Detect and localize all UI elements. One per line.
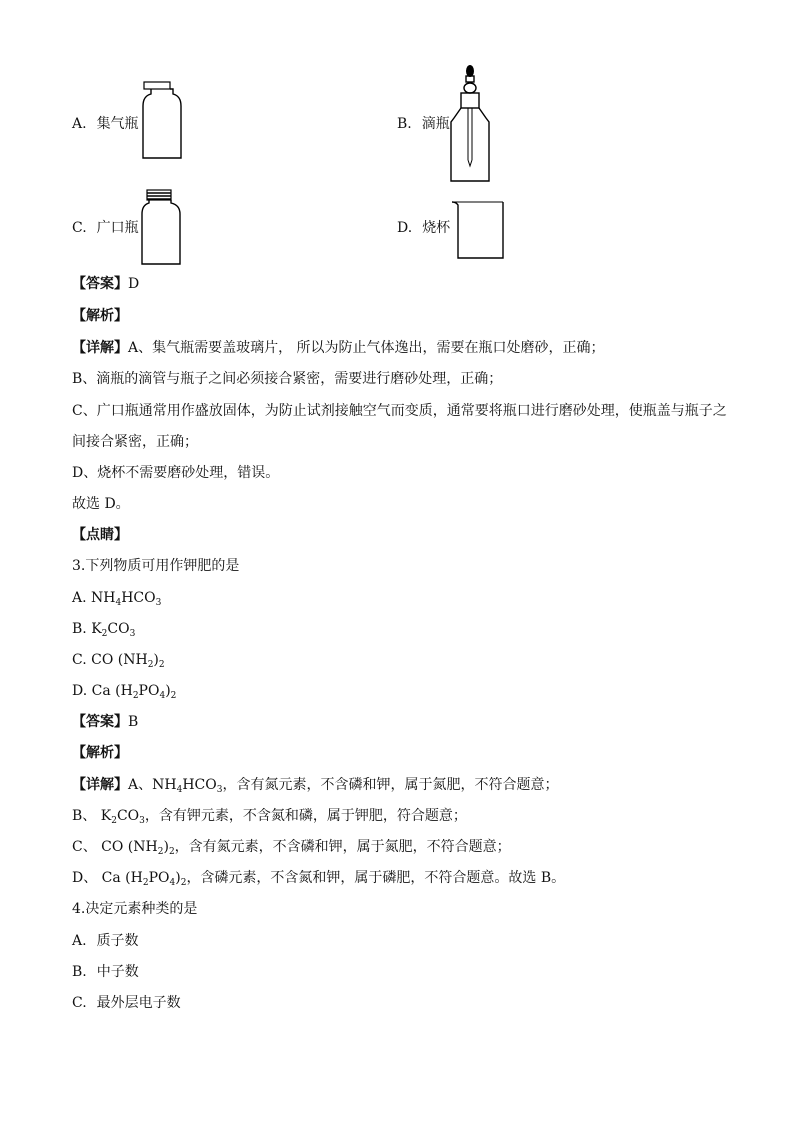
wide-mouth-bottle-figure (138, 188, 188, 268)
q2-answer (72, 275, 139, 293)
option-text: 最外层电子数 (96, 995, 181, 1011)
option-text: 集气瓶 (96, 116, 139, 132)
answer-value: D (128, 276, 140, 292)
detail-tag: 【详解】 (72, 340, 128, 356)
option-letter: A. (72, 933, 87, 949)
formula-part: PO (148, 870, 170, 886)
detail-tag: 【详解】 (72, 777, 128, 793)
formula-subscript: 3 (139, 816, 145, 826)
q3-analysis-tag: 【解析】 (72, 745, 128, 761)
formula-subscript: 2 (101, 629, 108, 639)
q2-detail-line-1 (72, 339, 605, 357)
formula-part: ) (175, 870, 181, 886)
q4-stem: 4.决定元素种类的是 (72, 901, 198, 917)
formula-part: ) (153, 652, 159, 668)
dropper-bottle-figure (446, 62, 496, 184)
q3-option-a (72, 589, 161, 612)
q2-option-c (72, 219, 139, 237)
formula-subscript: 2 (168, 847, 175, 857)
q2-analysis-tag: 【解析】 (72, 308, 128, 324)
formula-subscript: 2 (157, 847, 164, 857)
detail-text: ，含有钾元素，不含氮和磷，属于钾肥，符合题意； (144, 808, 467, 824)
formula-subscript: 3 (216, 785, 223, 795)
q3-detail-c (72, 838, 511, 861)
option-letter: B. (72, 964, 87, 980)
formula-part: B、 K (72, 808, 112, 824)
formula-subscript: 2 (180, 878, 187, 888)
option-letter: B. (397, 116, 412, 132)
option-text: 中子数 (96, 964, 139, 980)
formula-part: C. CO (NH (72, 652, 148, 668)
formula-part: ) (163, 839, 169, 855)
formula-subscript: 3 (129, 629, 136, 639)
formula-part: B. K (72, 621, 102, 637)
formula-part: PO (138, 683, 160, 699)
option-text: 烧杯 (422, 220, 451, 236)
formula-subscript: 4 (169, 878, 176, 888)
option-text: 滴瓶 (421, 116, 450, 132)
formula-part: C、 CO (NH (72, 839, 158, 855)
formula-part: A. NH (72, 590, 116, 606)
q3-option-d (72, 682, 176, 705)
formula-subscript: 4 (176, 785, 183, 795)
q3-detail-d (72, 869, 565, 892)
formula-subscript: 4 (115, 598, 122, 608)
formula-subscript: 2 (170, 691, 177, 701)
option-text: 质子数 (96, 933, 139, 949)
answer-tag: 【答案】 (72, 276, 128, 292)
formula-part: A、NH (128, 777, 177, 793)
q2-comment-tag: 【点睛】 (72, 527, 128, 543)
formula-subscript: 2 (111, 816, 117, 826)
formula-part: D. Ca (H (72, 683, 133, 699)
q4-option-c (72, 994, 181, 1012)
option-letter: D. (397, 220, 413, 236)
q3-option-b (72, 620, 135, 643)
beaker-figure (450, 198, 508, 262)
q2-detail-line-4: 间接合紧密，正确； (72, 434, 198, 450)
q3-detail-b (72, 807, 467, 830)
formula-part: ) (165, 683, 171, 699)
option-letter: C. (72, 995, 87, 1011)
q4-option-a (72, 932, 139, 950)
option-text: 广口瓶 (96, 220, 139, 236)
formula-part: HCO (182, 777, 217, 793)
detail-text: ，含有氮元素，不含磷和钾，属于氮肥，不符合题意； (174, 839, 511, 855)
q2-option-a (72, 115, 139, 133)
q3-answer (72, 713, 138, 731)
q2-detail-line-3: C、广口瓶通常用作盛放固体，为防止试剂接触空气而变质，通常要将瓶口进行磨砂处理，使瓶盖与瓶子之 (72, 403, 727, 419)
option-letter: C. (72, 220, 87, 236)
answer-tag: 【答案】 (72, 714, 128, 730)
formula-subscript: 3 (155, 598, 162, 608)
q3-option-c (72, 651, 165, 674)
option-letter: A. (72, 116, 87, 132)
detail-text: A、集气瓶需要盖玻璃片， 所以为防止气体逸出，需要在瓶口处磨砂，正确； (128, 340, 605, 356)
q2-option-d (397, 219, 450, 237)
answer-value: B (128, 714, 139, 730)
formula-subscript: 4 (159, 691, 166, 701)
q2-option-b (397, 115, 450, 133)
formula-subscript: 2 (158, 660, 165, 670)
q3-stem: 3.下列物质可用作钾肥的是 (72, 558, 240, 574)
formula-subscript: 2 (132, 691, 139, 701)
q3-detail-a (72, 776, 558, 799)
formula-part: HCO (121, 590, 156, 606)
q4-option-b (72, 963, 139, 981)
q2-detail-line-6: 故选 D。 (72, 496, 130, 512)
q2-detail-line-2: B、滴瓶的滴管与瓶子之间必须接合紧密，需要进行磨砂处理，正确； (72, 371, 503, 387)
q2-detail-line-5: D、烧杯不需要磨砂处理，错误。 (72, 465, 280, 481)
detail-text: ，含有氮元素，不含磷和钾，属于氮肥，不符合题意； (222, 777, 559, 793)
formula-part: D、 Ca (H (72, 870, 143, 886)
formula-subscript: 2 (142, 878, 149, 888)
formula-subscript: 2 (147, 660, 154, 670)
formula-part: CO (116, 808, 140, 824)
detail-text: ，含磷元素，不含氮和钾，属于磷肥，不符合题意。故选 B。 (186, 870, 566, 886)
gas-collecting-bottle-figure (138, 80, 188, 162)
formula-part: CO (107, 621, 130, 637)
